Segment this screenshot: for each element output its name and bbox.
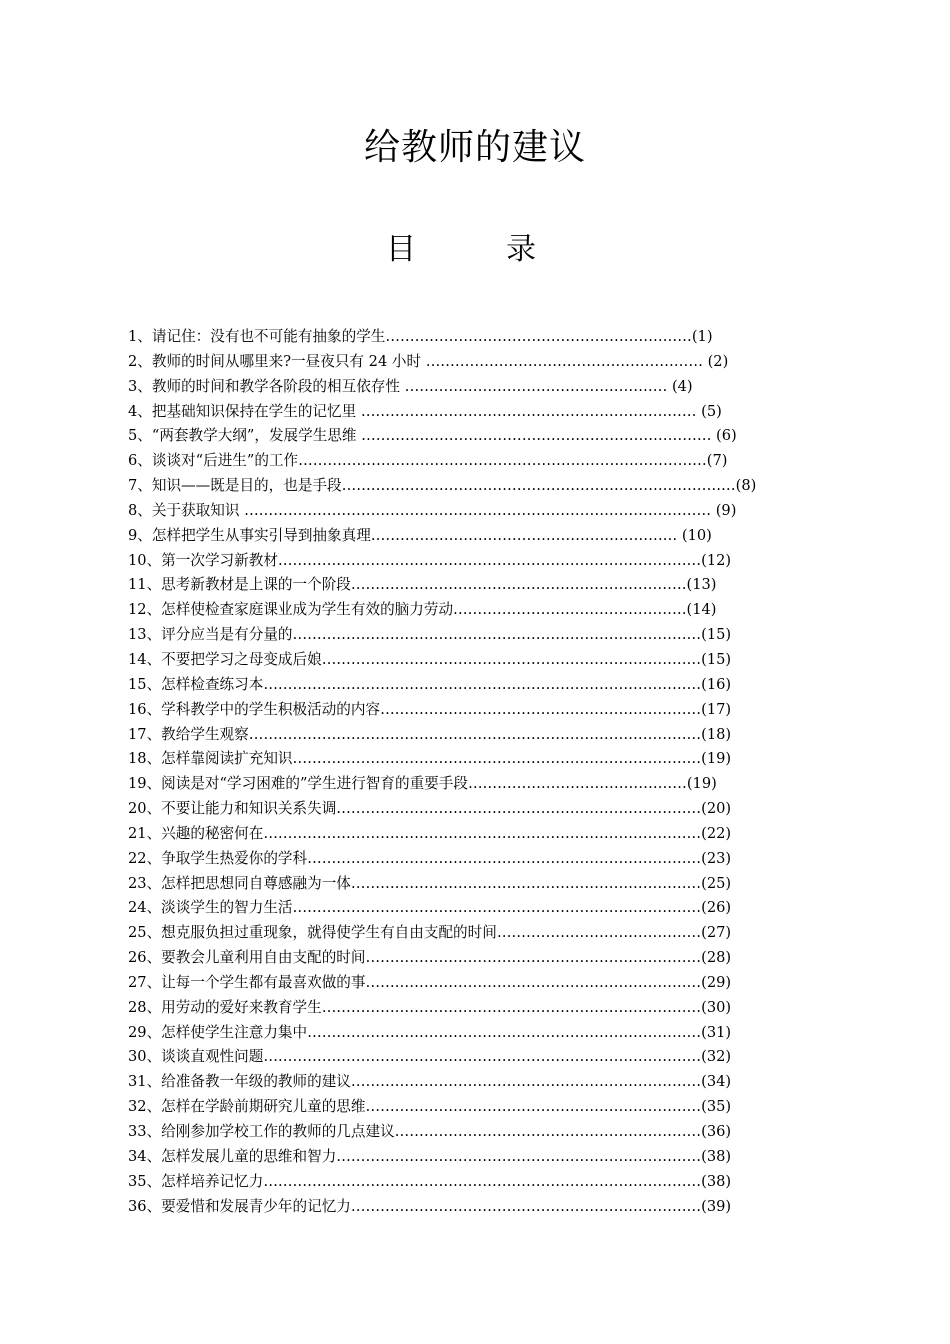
toc-entry-text: 28、用劳动的爱好来教育学生……………………………………………………………………(30)	[128, 998, 732, 1016]
toc-entry-text: 30、谈谈直观性问题………………………………………………………………………………(32)	[128, 1048, 732, 1066]
toc-entry-text: 4、把基础知识保持在学生的记忆里 …………………………………………………………… (5)	[128, 402, 722, 420]
toc-entry[interactable]	[128, 350, 808, 375]
toc-entry[interactable]	[128, 946, 808, 971]
toc-entry-text: 12、怎样使检查家庭课业成为学生有效的脑力劳动…………………………………………(14)	[128, 601, 717, 619]
toc-entry-text: 36、要爱惜和发展青少年的记忆力………………………………………………………………(39)	[128, 1197, 732, 1215]
table-of-contents	[128, 325, 808, 1219]
toc-entry-text: 27、让每一个学生都有最喜欢做的事……………………………………………………………(29)	[128, 973, 732, 991]
toc-entry-text: 16、学科教学中的学生积极活动的内容…………………………………………………………(17)	[128, 700, 732, 718]
toc-entry-text: 26、要教会儿童利用自由支配的时间……………………………………………………………(28)	[128, 949, 732, 967]
toc-entry[interactable]	[128, 822, 808, 847]
document-title: 给教师的建议	[363, 127, 586, 168]
toc-entry-text: 9、怎样把学生从事实引导到抽象真理……………………………………………………… (10)	[128, 526, 712, 544]
toc-entry[interactable]	[128, 648, 808, 673]
toc-entry[interactable]	[128, 598, 808, 623]
toc-entry-text: 7、知识——既是目的，也是手段………………………………………………………………………(8)	[128, 477, 757, 495]
toc-entry-text: 31、给准备教一年级的教师的建议………………………………………………………………(34)	[128, 1073, 732, 1091]
toc-entry-text: 34、怎样发展儿童的思维和智力…………………………………………………………………(38)	[128, 1147, 732, 1165]
toc-entry-text: 33、给刚参加学校工作的教师的几点建议………………………………………………………(36)	[128, 1123, 732, 1140]
toc-entry[interactable]	[128, 1145, 808, 1170]
toc-entry[interactable]	[128, 921, 808, 946]
toc-heading-char-1: 目	[386, 232, 416, 267]
toc-entry-text: 11、思考新教材是上课的一个阶段……………………………………………………………(13)	[128, 576, 717, 594]
toc-entry-text: 18、怎样靠阅读扩充知识…………………………………………………………………………(19)	[128, 750, 732, 768]
toc-entry-text: 35、怎样培养记忆力………………………………………………………………………………(38)	[128, 1172, 732, 1190]
toc-entry-text: 6、谈谈对“后进生”的工作…………………………………………………………………………(7)	[128, 452, 728, 470]
toc-entry[interactable]	[128, 524, 808, 549]
toc-entry-text: 23、怎样把思想同自尊感融为一体………………………………………………………………(25)	[128, 874, 732, 892]
toc-entry[interactable]	[128, 623, 808, 648]
toc-heading-char-2: 录	[506, 232, 536, 267]
toc-entry[interactable]	[128, 797, 808, 822]
toc-entry-text: 21、兴趣的秘密何在………………………………………………………………………………(22)	[128, 824, 732, 842]
toc-entry[interactable]	[128, 1070, 808, 1095]
toc-entry[interactable]	[128, 1170, 808, 1195]
toc-entry[interactable]	[128, 698, 808, 723]
toc-entry[interactable]	[128, 1120, 808, 1145]
toc-entry-text: 15、怎样检查练习本………………………………………………………………………………(16)	[128, 675, 732, 693]
toc-entry[interactable]	[128, 996, 808, 1021]
toc-entry[interactable]	[128, 424, 808, 449]
toc-entry[interactable]	[128, 499, 808, 524]
toc-entry[interactable]	[128, 1095, 808, 1120]
toc-entry-text: 29、怎样使学生注意力集中………………………………………………………………………(31)	[128, 1023, 732, 1041]
toc-entry[interactable]	[128, 872, 808, 897]
toc-entry-text: 32、怎样在学龄前期研究儿童的思维……………………………………………………………(35)	[128, 1098, 732, 1116]
toc-heading	[386, 228, 556, 272]
toc-entry[interactable]	[128, 723, 808, 748]
toc-entry-text: 25、想克服负担过重现象，就得使学生有自由支配的时间……………………………………(27)	[128, 924, 732, 942]
toc-entry[interactable]	[128, 573, 808, 598]
toc-entry-text: 2、教师的时间从哪里来?一昼夜只有 24 小时 ………………………………………………… (2)	[128, 352, 729, 370]
toc-entry[interactable]	[128, 971, 808, 996]
toc-entry[interactable]	[128, 400, 808, 425]
toc-entry-text: 5、“两套教学大纲”，发展学生思维 ……………………………………………………………… (6)	[128, 427, 737, 445]
toc-entry-text: 14、不要把学习之母变成后娘……………………………………………………………………(15)	[128, 650, 732, 668]
toc-entry-text: 19、阅读是对“学习困难的”学生进行智育的重要手段………………………………………(19)	[128, 775, 717, 793]
toc-entry[interactable]	[128, 325, 808, 350]
toc-entry[interactable]	[128, 896, 808, 921]
toc-entry-text: 24、淡谈学生的智力生活…………………………………………………………………………(26)	[128, 899, 732, 917]
toc-entry[interactable]	[128, 747, 808, 772]
toc-entry[interactable]	[128, 449, 808, 474]
toc-entry-text: 10、第一次学习新教材……………………………………………………………………………(12)	[128, 551, 732, 569]
toc-entry-text: 3、教师的时间和教学各阶段的相互依存性 ……………………………………………… (4)	[128, 377, 693, 395]
toc-entry[interactable]	[128, 1021, 808, 1046]
toc-entry-text: 22、争取学生热爱你的学科………………………………………………………………………(23)	[128, 849, 732, 867]
toc-entry[interactable]	[128, 673, 808, 698]
toc-entry[interactable]	[128, 1195, 808, 1220]
toc-entry[interactable]	[128, 375, 808, 400]
toc-entry[interactable]	[128, 1045, 808, 1070]
toc-entry-text: 8、关于获取知识 …………………………………………………………………………………… (9)	[128, 501, 737, 519]
toc-entry[interactable]	[128, 474, 808, 499]
toc-entry-text: 17、教给学生观察…………………………………………………………………………………(18)	[128, 725, 732, 743]
toc-entry-text: 13、评分应当是有分量的…………………………………………………………………………(15)	[128, 626, 732, 644]
toc-entry-text: 20、不要让能力和知识关系失调…………………………………………………………………(20)	[128, 800, 732, 818]
toc-entry[interactable]	[128, 772, 808, 797]
toc-entry[interactable]	[128, 549, 808, 574]
toc-entry[interactable]	[128, 847, 808, 872]
toc-entry-text: 1、请记住：没有也不可能有抽象的学生………………………………………………………(1)	[128, 328, 713, 345]
